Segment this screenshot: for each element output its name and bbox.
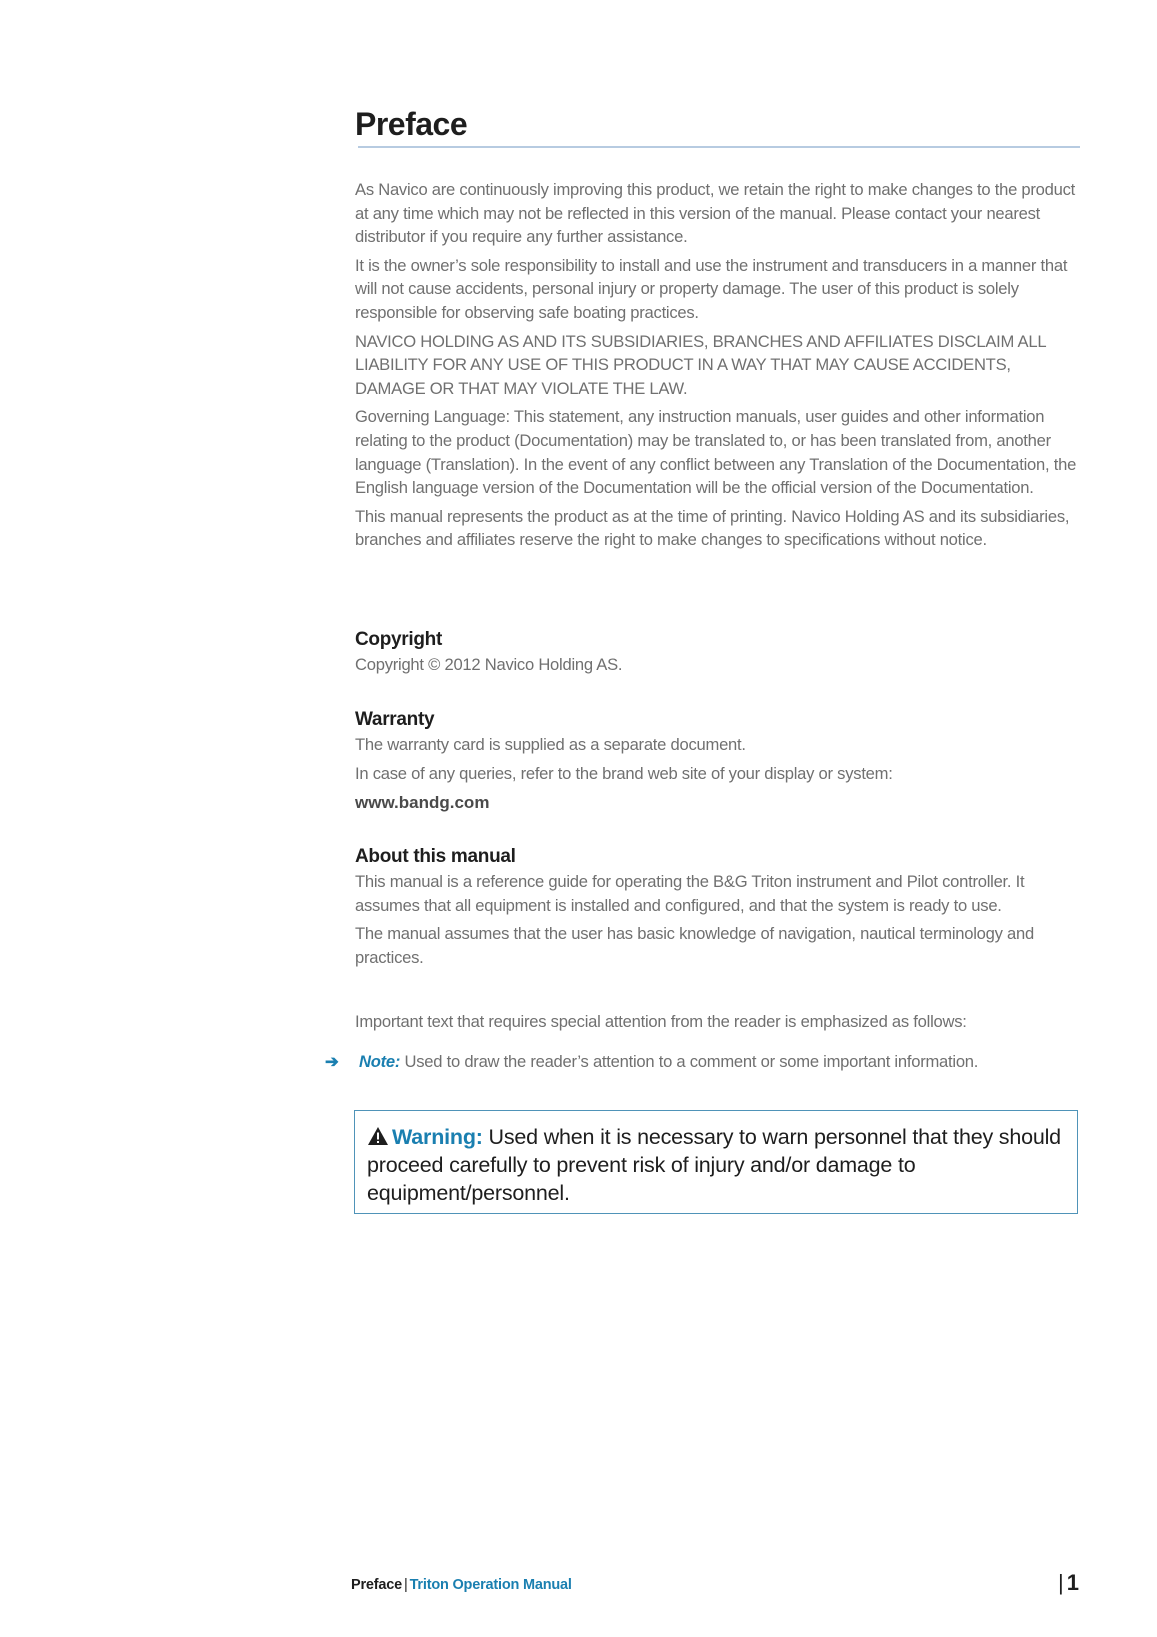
note-label: Note: — [359, 1052, 401, 1071]
footer-document-title: Triton Operation Manual — [409, 1577, 572, 1593]
emphasis-intro-text: Important text that requires special attention from the reader is emphasized as follows: — [355, 1012, 967, 1031]
title-rule-divider — [358, 146, 1080, 148]
warranty-section — [355, 707, 1083, 816]
warning-label: Warning: — [392, 1125, 483, 1149]
intro-paragraph: This manual represents the product as at the time of printing. Navico Holding AS and its subsidiaries, branches and affiliates reserve the right to make changes to specifications without notice. — [355, 506, 1070, 550]
warning-text: Used when it is necessary to warn personnel that they should proceed carefully to prevent risk of injury and/or damage to equipment/personnel. — [367, 1125, 1061, 1205]
about-section — [355, 844, 1083, 974]
page-number-bar: | — [1058, 1570, 1064, 1595]
brand-website-link[interactable]: www.bandg.com — [355, 793, 490, 813]
intro-paragraph: As Navico are continuously improving this product, we retain the right to make changes to the product at any time which may not be reflected in this version of the manual. Please contact your nearest distributor if you require any further assistance. — [355, 180, 1076, 247]
warning-triangle-icon — [367, 1126, 389, 1146]
copyright-text: Copyright © 2012 Navico Holding AS. — [355, 655, 623, 674]
emphasis-intro-section — [355, 1010, 1083, 1039]
disclaimer-paragraph: NAVICO HOLDING AS AND ITS SUBSIDIARIES, BRANCHES AND AFFILIATES DISCLAIM ALL LIABILITY FOR ANY USE OF THIS PRODUCT IN A WAY THAT MAY CAUSE ACCIDENTS, DAMAGE OR THAT MAY VIOLATE THE LAW. — [355, 331, 1046, 398]
copyright-section — [355, 627, 1083, 682]
footer-section-name: Preface — [351, 1577, 402, 1593]
arrow-right-icon: ➔ — [325, 1052, 339, 1071]
warning-content — [367, 1123, 1065, 1207]
note-callout — [325, 1050, 1105, 1074]
page-number — [1058, 1570, 1079, 1596]
note-text: Used to draw the reader’s attention to a comment or some important information. — [400, 1052, 979, 1071]
intro-paragraph: It is the owner’s sole responsibility to install and use the instrument and transducers in a manner that will not cause accidents, personal injury or property damage. The user of this product is solely responsible for observing safe boating practices. — [355, 255, 1068, 322]
footer-separator: | — [404, 1577, 408, 1593]
about-paragraph: The manual assumes that the user has basic knowledge of navigation, nautical terminology and practices. — [355, 924, 1034, 967]
page-title: Preface — [355, 106, 468, 142]
footer-running-title — [351, 1577, 572, 1593]
warranty-heading: Warranty — [355, 709, 435, 730]
about-paragraph: This manual is a reference guide for operating the B&G Triton instrument and Pilot controller. It assumes that all equipment is installed and configured, and that the system is ready to use. — [355, 872, 1025, 915]
page-number-value: 1 — [1066, 1570, 1079, 1595]
copyright-heading: Copyright — [355, 629, 443, 650]
governing-language-paragraph: Governing Language: This statement, any instruction manuals, user guides and other information relating to the product (Documentation) may be translated to, or has been translated from, another language (Translation). In the event of any conflict between any Translation of the Documentation, the English language version of the Documentation will be the official version of the Documentation. — [355, 407, 1077, 498]
intro-section — [355, 178, 1083, 557]
warning-callout-box — [354, 1110, 1078, 1214]
about-heading: About this manual — [355, 846, 516, 867]
warranty-paragraph: In case of any queries, refer to the brand web site of your display or system: — [355, 763, 893, 783]
warranty-paragraph: The warranty card is supplied as a separate document. — [355, 735, 746, 754]
